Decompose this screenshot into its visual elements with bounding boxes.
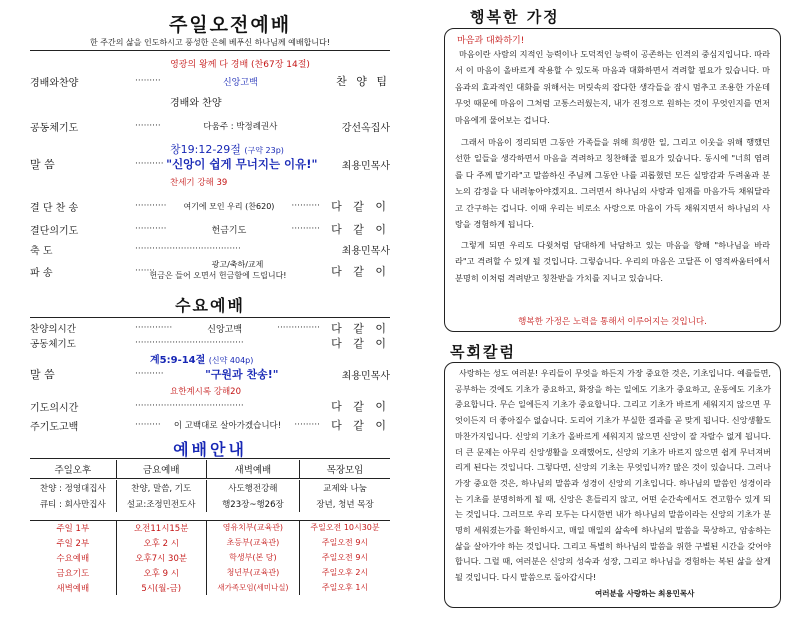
- row-sermon: [30, 155, 390, 173]
- row-dots: ···············: [277, 323, 320, 333]
- row-leader: 다 같 이: [331, 200, 390, 213]
- row-praise: [30, 72, 390, 90]
- row-dots: ···········: [135, 224, 167, 234]
- info-cell: 찬양 : 정영대집사: [39, 484, 106, 494]
- divider: [30, 458, 390, 459]
- scripture-ref: 창19:12-29절: [170, 143, 241, 156]
- row-dots: ·········: [294, 420, 320, 430]
- header-cell: 목장모임: [300, 460, 390, 478]
- time-cell: 새벽예배: [56, 583, 90, 594]
- row-decision-hymn: [30, 197, 390, 215]
- row-wed-prayer-time: [30, 397, 390, 415]
- row-leader: 최용민목사: [341, 370, 390, 382]
- time-cell: 주일오전 9시: [300, 535, 390, 550]
- row-leader: 최용민목사: [341, 160, 390, 172]
- time-cell: 주일오후 1시: [300, 580, 390, 595]
- row-label: 축 도: [30, 245, 53, 257]
- row-dots: ·······: [135, 266, 156, 276]
- table-row: [30, 550, 390, 565]
- time-cell: 5시(월-금): [116, 580, 206, 595]
- time-cell: 수요예배: [56, 553, 90, 564]
- row-dots: ·············: [135, 323, 173, 333]
- offering-note: 헌금은 들어 오면서 헌금함에 드립니다!: [149, 271, 287, 280]
- row-item: 이 고백대로 살아가겠습니다!: [173, 421, 282, 431]
- row-label: 기도의시간: [30, 402, 79, 414]
- sunday-hymn: 찬세기 강해 39: [170, 178, 228, 188]
- row-dots: ··········: [135, 159, 164, 169]
- header-cell: 금요예배: [116, 460, 206, 478]
- family-footer: 행복한 가정은 노력을 통해서 이루어지는 것입니다.: [518, 317, 707, 327]
- sermon-title: "신앙이 쉽게 무너지는 이유!": [166, 157, 318, 171]
- call-to-worship: 영광의 왕께 다 경배 (찬67장 14절): [170, 60, 310, 70]
- table-row: [30, 520, 390, 535]
- row-label: 결 단 찬 송: [30, 202, 79, 214]
- wednesday-title: 수요예배: [175, 296, 245, 315]
- info-cell: 찬양, 말씀, 기도: [116, 480, 206, 496]
- row-dots: ······································: [135, 401, 244, 411]
- row-label: 말 씀: [30, 158, 55, 171]
- time-cell: 학생부(본 당): [206, 550, 299, 565]
- time-cell: 영유치부(교육관): [206, 520, 299, 535]
- row-label: 공동체기도: [30, 122, 79, 134]
- time-cell: 오후7시 30분: [116, 550, 206, 565]
- row-dots: ······································: [135, 338, 244, 348]
- row-wed-prayer: [30, 334, 390, 352]
- table-row: [30, 496, 390, 512]
- header-cell: 새벽예배: [206, 460, 299, 478]
- row-dots: ·········: [135, 76, 161, 86]
- info-cell: 사도행전강해: [206, 480, 299, 496]
- info-cell: 설교:조정민전도사: [116, 496, 206, 512]
- row-leader: 다 같 이: [331, 337, 390, 350]
- row-benediction: [30, 240, 390, 258]
- row-community-prayer: [30, 117, 390, 135]
- service-title: 주일오전예배: [168, 14, 292, 36]
- family-box: [444, 28, 781, 332]
- time-cell: 청년부(교육관): [206, 565, 299, 580]
- column-signature: 여러분을 사랑하는 최용민목사: [595, 589, 695, 598]
- service-subtitle: 한 주간의 삶을 인도하시고 풍성한 은혜 베푸신 하나님께 예배합니다!: [90, 38, 330, 47]
- time-cell: 오전11시15분: [116, 520, 206, 535]
- table-row: [30, 565, 390, 580]
- table-row: [30, 580, 390, 595]
- divider: [30, 317, 390, 318]
- row-item: 다움주 : 박정례권사: [203, 122, 278, 132]
- row-dots: ·········: [135, 121, 161, 131]
- scripture-ref: 계5:9-14절: [150, 355, 206, 366]
- time-cell: 금요기도: [56, 568, 90, 579]
- time-cell: 주일오전 9시: [300, 550, 390, 565]
- row-leader: 최용민목사: [341, 245, 390, 257]
- table-row: [30, 480, 390, 496]
- schedule-table: [30, 460, 390, 595]
- column-body: 사랑하는 성도 여러분! 우리들이 무엇을 하든지 가장 중요한 것은, 기초입니다. 예를들면, 공부하는 것에도 기초가 중요하고, 화장을 하는 일에도 기초가 중요하고, 운동에도 기초가 중요합니다. 무슨 일에든지 기초가 중요합니다. 그리고 기초가 바르게 세워지지 않으면 무엇이든지 더 좋아질수 없습니다. 도리어 기초가 부실한 결과를 곧 맞게 됩니다. 신앙생활도 마찬가지입니다. 신앙의 기초가 올바르게 세워지지 않으면 신앙이 잘 자랄수 없게 됩니다. 더 큰 문제는 아무리 신앙생활을 오래했어도, 신앙의 기초가 바르지 않으면 쉽게 무너져버리게 된다는 것입니다. 그렇다면, 신앙의 기초는 무엇입니까? 많은 것이 있습니다. 그러나 가장 중요한 것은, 하나님의 말씀과 성경이 신앙의 기초입니다. 하나님의 말씀인 성경이라는 기초를 분명히하게 될 때, 신앙은 흔들리지 않고, 어떤 순간속에서도 견고함수 있게 되는 것입니다. 그러므로 우리 모두는 다시한번 내가 하나님의 말씀이라는 신앙의 기초가 분명히 세워졌는가를 확인하시고, 매일 매일의 삶속에 하나님의 말씀을 묵상하고, 암송하는 삶을 살아가야 하는 것입니다. 그리고 특별히 하나님의 말씀을 위한 구별된 시간을 갖어야 합니다. 그럴 때, 여러분은 신앙의 성숙과 성장, 그리고 하나님을 경험하는 복된 삶을 살게 될 것입니다. 다시 말씀으로 돌아갑시다!: [455, 368, 771, 583]
- row-lords-prayer: [30, 416, 390, 434]
- row-leader: 다 같 이: [331, 265, 390, 278]
- time-cell: 오후 9 시: [116, 565, 206, 580]
- row-dots: ···········: [135, 201, 167, 211]
- family-para-2: 그래서 마음이 정리되면 그동안 가족들을 위해 희생한 일, 그리고 이웃을 위해 행했던 선한 일들을 생각하면서 마음을 격려하고 칭찬해줄 필요가 있습니다. 동시에 "너희 염려를 다 주께 맡기라"고 말씀하신 주님께 그동안 나를 괴롭혔던 모든 실망감과 두려움과 분노의 감정을 다 내려놓아야겠지요. 그러면서 하나님의 사랑과 임재를 마음가득 채워달라고 간구하는 겁니다. 이때 우리는 비로소 사랑으로 마음이 가득 채워지면서 하나님의 사랑을 경험하게 됩니다.: [455, 137, 770, 230]
- wed-hymn: 요한계시록 강해20: [170, 387, 241, 397]
- row-item: 헌금기도: [211, 225, 247, 236]
- time-cell: 주일 2부: [56, 538, 90, 549]
- row-item: 여기에 모인 우리 (찬620): [183, 201, 275, 211]
- row-label: 찬양의시간: [30, 324, 76, 335]
- row-dots: ··········: [135, 369, 164, 379]
- divider: [30, 50, 390, 51]
- row-item: 신앙고백: [207, 324, 243, 335]
- scripture-page: (신약 404p): [208, 356, 254, 365]
- time-cell: 초등부(교육관): [206, 535, 299, 550]
- table-row: [30, 535, 390, 550]
- time-cell: 주일오후 2시: [300, 565, 390, 580]
- sermon-title: "구원과 찬송!": [205, 368, 279, 381]
- time-cell: 주일오전 10시30분: [300, 520, 390, 535]
- row-dots: ·········: [135, 420, 161, 430]
- row-label: 말 씀: [30, 368, 55, 381]
- row-label: 경배와찬양: [30, 77, 79, 89]
- family-para-3: 그렇게 되면 우리도 다윗처럼 담대하게 낙담하고 있는 마음을 향해 "하나님을 바라라"고 격려할 수 있게 될 것입니다. 그렇습니다. 우리의 마음은 고달픈 이 영적싸움터에서 분명히 이처럼 격려받고 칭찬받을 가치를 지니고 있습니다.: [455, 240, 770, 283]
- info-cell: 교제와 나눔: [300, 480, 390, 496]
- row-label: 공동체기도: [30, 339, 76, 350]
- time-cell: 새가족모임(세미나실): [206, 580, 299, 595]
- row-wed-sermon: [30, 365, 390, 383]
- row-label: 파 송: [30, 267, 53, 279]
- header-cell: 주일오후: [54, 464, 92, 476]
- info-cell: 장년, 청년 목장: [300, 496, 390, 512]
- column-box: [444, 362, 781, 608]
- row-leader: 다 같 이: [331, 400, 390, 413]
- schedule-title: 예배안내: [173, 440, 247, 459]
- row-leader: 다 같 이: [331, 419, 390, 432]
- row-item: 신앙고백: [222, 77, 258, 88]
- row-leader: 찬 양 팀: [336, 75, 390, 88]
- family-heading: 마음과 대화하기!: [457, 36, 525, 46]
- family-para-1: 마음이란 사람의 지적인 능력이나 도덕적인 능력이 공존하는 인격의 중심지입니다. 따라서 이 마음이 올바르게 작용할 수 있도록 마음과 대화하면서 격려할 필요가 있습니다. 마음과의 효과적인 대화를 위해서는 머릿속의 잡다한 생각들을 잠시 멈추고 조용한 가운데 무엇 때문에 마음이 그처럼 고통스러웠는지, 내가 진정으로 원하는 것이 무엇인지를 먼저 마음에게 물어보는 겁니다.: [455, 49, 770, 125]
- column-title: 목회칼럼: [450, 343, 516, 361]
- schedule-header-row: [30, 460, 390, 478]
- info-cell: 큐티 : 회사만집사: [39, 500, 106, 510]
- family-title: 행복한 가정: [470, 8, 560, 26]
- row-dots: ·····································: [135, 244, 241, 254]
- row-dots: ··········: [291, 224, 320, 234]
- row-label: 주기도고백: [30, 421, 79, 433]
- row-leader: 다 같 이: [331, 223, 390, 236]
- row-label: 결단의기도: [30, 225, 79, 237]
- scripture-page: (구약 23p): [244, 146, 284, 155]
- praise-sub: 경배와 찬양: [170, 98, 222, 109]
- time-cell: 주일 1부: [56, 523, 90, 534]
- info-cell: 행23장~행26장: [206, 496, 299, 512]
- time-cell: 오후 2 시: [116, 535, 206, 550]
- row-leader: 강선옥집사: [341, 122, 390, 134]
- wed-scripture: [150, 351, 253, 366]
- row-dots: ··········: [291, 201, 320, 211]
- row-decision-prayer: [30, 220, 390, 238]
- row-item: 광고/축하/교제: [211, 259, 264, 269]
- row-leader: 다 같 이: [331, 322, 390, 335]
